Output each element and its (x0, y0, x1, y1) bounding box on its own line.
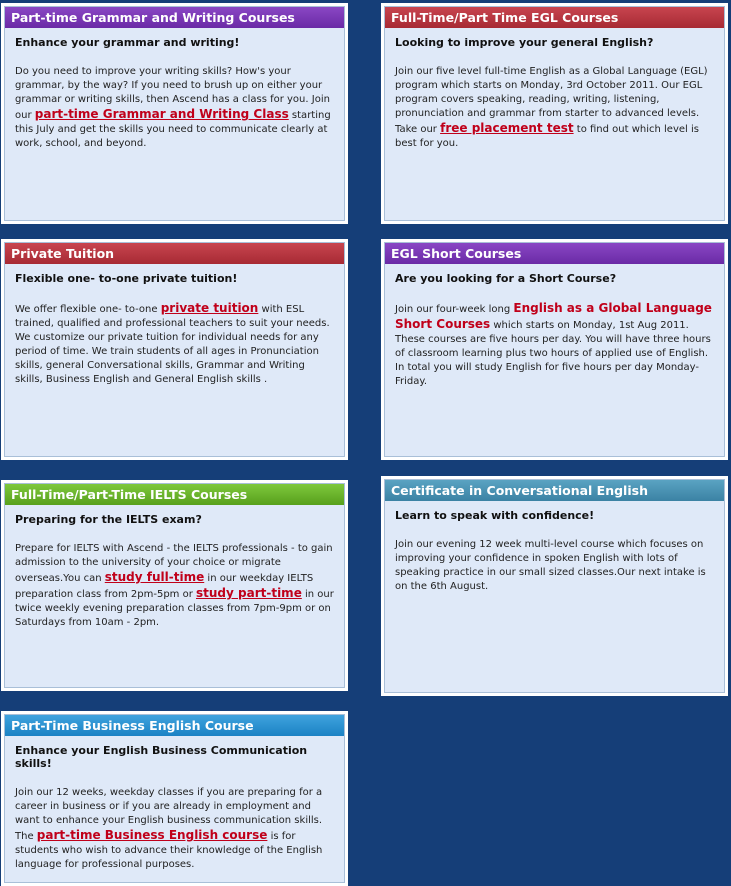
card-title: Full-Time/Part Time EGL Courses (385, 7, 724, 28)
card-subtitle: Flexible one- to-one private tuition! (15, 272, 238, 285)
card-subtitle: Looking to improve your general English? (395, 36, 654, 49)
card-title: Part-Time Business English Course (5, 715, 344, 736)
card-text: in our twice weekly evening preparation classes from 7pm-9pm or on Saturdays from 10am - 2pm. (15, 589, 334, 628)
business-english-card (1, 711, 348, 886)
business-english-course-link[interactable]: part-time Business English course (36, 828, 268, 842)
egl-short-courses-card (381, 239, 728, 460)
card-text: Join our five level full-time English as a Global Language (EGL) program which starts on Monday, 3rd October 2011. Our EGL program covers speaking, reading, writing, listening, pronunciation and grammar from starter to advanced levels. Take our (395, 66, 708, 135)
card-text: in our weekday IELTS preparation class from 2pm-5pm or (15, 573, 314, 600)
card-description (15, 301, 334, 387)
card-description (395, 65, 714, 151)
card-description (15, 786, 334, 872)
ielts-course-card (1, 480, 348, 691)
card-description (395, 301, 714, 389)
card-subtitle: Enhance your grammar and writing! (15, 36, 240, 49)
card-text: to find out which level is best for you. (395, 124, 699, 149)
card-subtitle: Learn to speak with confidence! (395, 509, 595, 522)
card-description: Join our evening 12 week multi-level course which focuses on improving your confidence in spoken English with lots of speaking practice in our small sized classes.Our next intake is on the 6th August. (395, 539, 706, 592)
card-subtitle: Enhance your English Business Communication skills! (15, 744, 308, 770)
card-text: starting this July and get the skills you need to communicate clearly at work, school, and beyond. (15, 110, 331, 149)
conversational-english-card (381, 476, 728, 696)
card-description (15, 542, 334, 630)
private-tuition-card (1, 239, 348, 460)
card-title: EGL Short Courses (385, 243, 724, 264)
card-subtitle: Are you looking for a Short Course? (395, 272, 617, 285)
card-title: Private Tuition (5, 243, 344, 264)
card-text: is for students who wish to advance their knowledge of the English language for professional purposes. (15, 831, 323, 870)
card-text: Join our four-week long (395, 304, 514, 315)
card-text: We offer flexible one- to-one (15, 304, 161, 315)
card-title: Certificate in Conversational English (385, 480, 724, 501)
card-title: Full-Time/Part-Time IELTS Courses (5, 484, 344, 505)
card-text: which starts on Monday, 1st Aug 2011. These courses are five hours per day. You will have three hours of classroom learning plus two hours of applied use of English. In total you will study English for five hours per day Monday-Friday. (395, 320, 711, 387)
private-tuition-link[interactable]: private tuition (160, 301, 259, 315)
study-part-time-link[interactable]: study part-time (196, 586, 302, 600)
card-subtitle: Preparing for the IELTS exam? (15, 513, 202, 526)
card-description (15, 65, 334, 151)
grammar-writing-class-link[interactable]: part-time Grammar and Writing Class (34, 107, 289, 121)
card-title: Part-time Grammar and Writing Courses (5, 7, 344, 28)
egl-short-courses-link[interactable]: English as a Global Language Short Courses (395, 301, 712, 331)
card-text: with ESL trained, qualified and professional teachers to suit your needs. We customize our private tuition for individual needs for any period of time. We train students of all ages in Pronunciation skills, general Conversational skills, Grammar and Writing skills, Business English and General English skills . (15, 304, 330, 385)
study-full-time-link[interactable]: study full-time (104, 570, 205, 584)
card-text: Do you need to improve your writing skills? How's your grammar, by the way? If you need to brush up on either your grammar or writing skills, then Ascend has a class for you. Join our (15, 66, 330, 121)
card-text: Join our 12 weeks, weekday classes if you are preparing for a career in business or if you are already in employment and want to enhance your English business communication skills. The (15, 787, 323, 842)
card-text: Prepare for IELTS with Ascend - the IELTS professionals - to gain admission to the university of your choice or migrate overseas.You can (15, 543, 333, 584)
egl-course-card (381, 3, 728, 224)
grammar-course-card (1, 3, 348, 224)
free-placement-test-link[interactable]: free placement test (440, 121, 574, 135)
